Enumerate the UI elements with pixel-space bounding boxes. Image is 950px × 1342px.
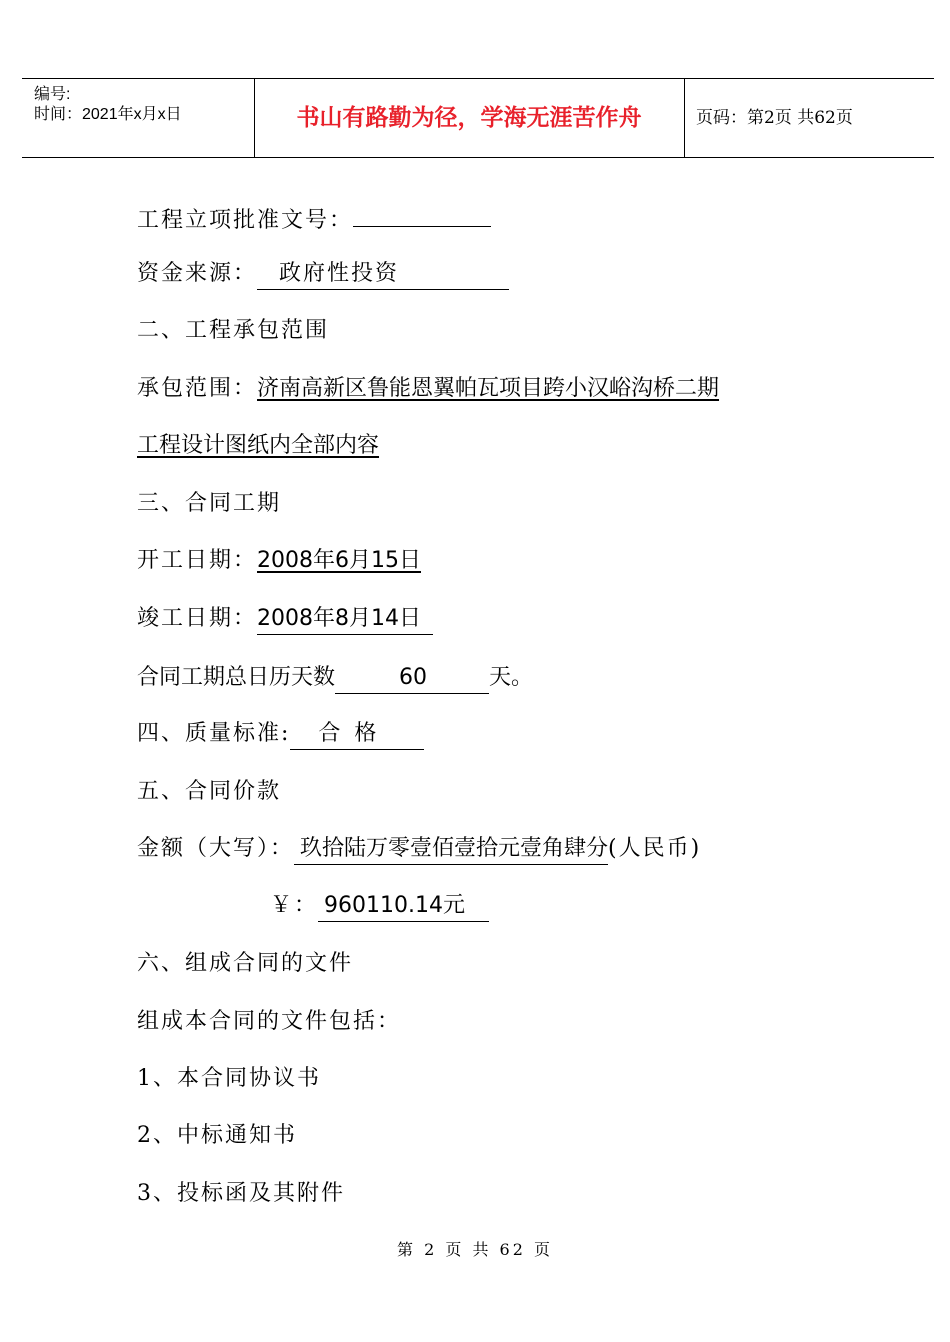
duration-prefix: 合同工期总日历天数 [137, 665, 336, 690]
end-date-line [137, 604, 433, 635]
doc-item-3: 3、投标函及其附件 [137, 1181, 345, 1206]
scope-label: 承包范围： [137, 376, 258, 401]
section-5-heading: 五、合同价款 [137, 779, 282, 804]
page-header [22, 78, 934, 158]
page-footer [0, 1237, 950, 1260]
fund-line [137, 259, 509, 290]
end-date-label: 竣工日期： [137, 606, 258, 631]
end-date-value: 2008年8月14日 [257, 604, 433, 635]
header-meta [22, 79, 255, 157]
scope-line [137, 374, 719, 404]
docs-intro: 组成本合同的文件包括： [137, 1009, 402, 1034]
doc-item-1: 1、本合同协议书 [137, 1066, 321, 1091]
start-date-line [137, 546, 421, 576]
amount-currency: (人民币) [608, 836, 702, 861]
yen-line [270, 891, 489, 922]
amount-line [137, 834, 701, 865]
footer-page-total: 共 62 页 [472, 1240, 553, 1259]
amount-value: 玖拾陆万零壹佰壹拾元壹角肆分 [294, 834, 608, 865]
duration-value: 60 [335, 663, 489, 694]
scope-value-1: 济南高新区鲁能恩翼帕瓦项目跨小汉峪沟桥二期 [257, 376, 720, 401]
fund-value: 政府性投资 [257, 259, 509, 290]
approval-blank [353, 202, 491, 227]
duration-suffix: 天。 [489, 665, 534, 690]
yen-value: 960110.14元 [318, 891, 489, 922]
scope-value-2-line [137, 431, 379, 461]
document-number-label: 编号: [34, 86, 71, 103]
scope-value-2: 工程设计图纸内全部内容 [137, 433, 380, 458]
yen-label: ￥： [270, 893, 319, 918]
section-3-heading: 三、合同工期 [137, 491, 282, 516]
quality-label: 四、质量标准: [137, 721, 291, 746]
document-time-label: 时间：2021年x月x日 [34, 106, 182, 123]
header-page-info: 页码：第2页 共62页 [696, 108, 853, 128]
doc-item-2: 2、中标通知书 [137, 1123, 297, 1148]
amount-label: 金额（大写）： [137, 836, 295, 861]
quality-line [137, 719, 424, 750]
section-2-heading: 二、工程承包范围 [137, 318, 330, 343]
duration-line [137, 663, 533, 694]
footer-page-number: 第 2 页 [397, 1240, 465, 1259]
header-motto: 书山有路勤为径，学海无涯苦作舟 [254, 79, 685, 157]
start-date-label: 开工日期： [137, 548, 258, 573]
quality-value: 合 格 [290, 719, 424, 750]
approval-label: 工程立项批准文号： [137, 208, 354, 233]
approval-line [137, 202, 491, 236]
start-date-value: 2008年6月15日 [257, 548, 421, 573]
fund-label: 资金来源： [137, 261, 258, 286]
section-6-heading: 六、组成合同的文件 [137, 951, 354, 976]
